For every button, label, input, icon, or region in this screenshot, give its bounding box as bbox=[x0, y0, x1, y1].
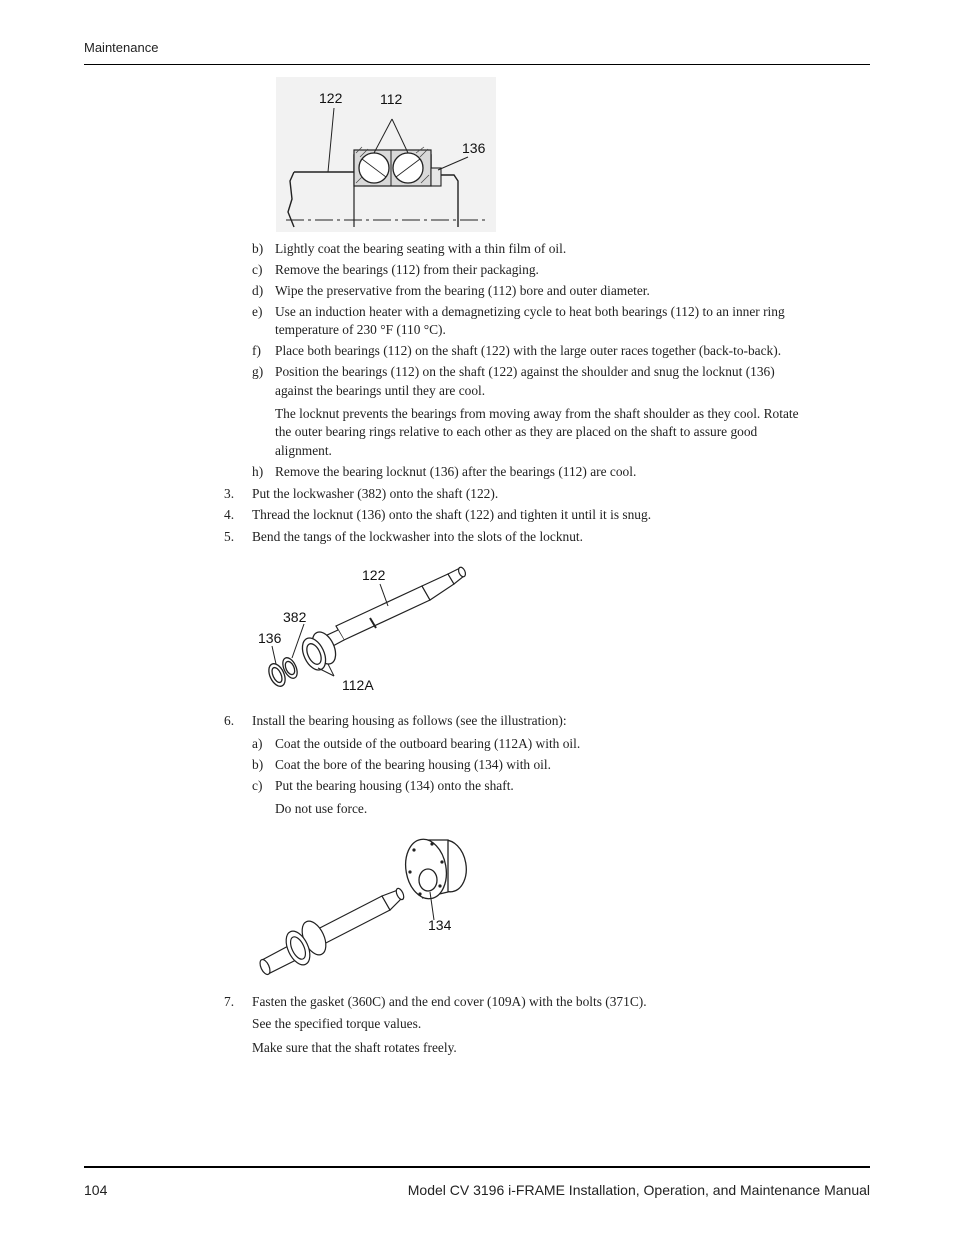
step-text: Coat the bore of the bearing housing (134) with oil. bbox=[275, 757, 551, 772]
callout-locknut-136: 136 bbox=[258, 630, 282, 646]
note-text: See the specified torque values. bbox=[252, 1016, 422, 1031]
callout-shaft-122: 122 bbox=[362, 567, 386, 583]
note-text: Do not use force. bbox=[275, 801, 368, 816]
step-text: Bend the tangs of the lockwasher into the slots of the locknut. bbox=[252, 529, 583, 544]
step-number: 6. bbox=[224, 713, 235, 728]
housing-assembly-figure bbox=[252, 832, 472, 980]
step-number: 3. bbox=[224, 486, 235, 501]
header-section-label: Maintenance bbox=[84, 40, 159, 55]
step-text: Use an induction heater with a demagnetizing cycle to heat both bearings (112) to an inner ring bbox=[275, 304, 785, 319]
note-text: Make sure that the shaft rotates freely. bbox=[252, 1040, 457, 1055]
step-text: Remove the bearings (112) from their packaging. bbox=[275, 262, 539, 277]
step-text: Wipe the preservative from the bearing (112) bore and outer diameter. bbox=[275, 283, 650, 298]
step-number: 4. bbox=[224, 507, 235, 522]
callout-shaft-122: 122 bbox=[319, 90, 343, 106]
step-marker: b) bbox=[252, 241, 264, 256]
step-marker: f) bbox=[252, 343, 261, 358]
step-text: Fasten the gasket (360C) and the end cover (109A) with the bolts (371C). bbox=[252, 994, 647, 1009]
step-text: Place both bearings (112) on the shaft (122) with the large outer races together (back-to-back). bbox=[275, 343, 782, 358]
step-marker: d) bbox=[252, 283, 264, 298]
callout-lockwasher-382: 382 bbox=[283, 609, 307, 625]
step-text: Install the bearing housing as follows (see the illustration): bbox=[252, 713, 567, 728]
step-marker: c) bbox=[252, 262, 263, 277]
page-number: 104 bbox=[84, 1182, 108, 1198]
step-text: Put the bearing housing (134) onto the shaft. bbox=[275, 778, 514, 793]
step-marker: c) bbox=[252, 778, 263, 793]
callout-bearings-112: 112 bbox=[380, 91, 403, 107]
step-marker: g) bbox=[252, 364, 264, 379]
note-text: alignment. bbox=[275, 443, 332, 458]
step-marker: a) bbox=[252, 736, 263, 751]
note-text: the outer bearing rings relative to each other as they are placed on the shaft to assure good bbox=[275, 424, 758, 439]
bearing-section-figure bbox=[276, 77, 496, 232]
shaft-assembly-figure bbox=[252, 560, 472, 700]
step-number: 5. bbox=[224, 529, 235, 544]
step-text: temperature of 230 °F (110 °C). bbox=[275, 322, 446, 337]
step-marker: e) bbox=[252, 304, 263, 319]
step-number: 7. bbox=[224, 994, 235, 1009]
step-text: Thread the locknut (136) onto the shaft (122) and tighten it until it is snug. bbox=[252, 507, 652, 522]
step-marker: h) bbox=[252, 464, 264, 479]
step-text: Lightly coat the bearing seating with a thin film of oil. bbox=[275, 241, 567, 256]
callout-bearing-112a: 112A bbox=[342, 677, 374, 693]
header-divider bbox=[84, 64, 870, 65]
step-text: Coat the outside of the outboard bearing (112A) with oil. bbox=[275, 736, 581, 751]
step-marker: b) bbox=[252, 757, 264, 772]
step-text: Put the lockwasher (382) onto the shaft (122). bbox=[252, 486, 499, 501]
manual-title: Model CV 3196 i-FRAME Installation, Operation, and Maintenance Manual bbox=[407, 1182, 870, 1198]
callout-locknut-136: 136 bbox=[462, 140, 486, 156]
callout-housing-134: 134 bbox=[428, 917, 452, 933]
step-text: Position the bearings (112) on the shaft (122) against the shoulder and snug the locknut (136) bbox=[275, 364, 775, 379]
footer-divider bbox=[84, 1166, 870, 1168]
note-text: The locknut prevents the bearings from moving away from the shaft shoulder as they cool. Rotate bbox=[275, 406, 799, 421]
step-text: against the bearings until they are cool. bbox=[275, 383, 486, 398]
step-text: Remove the bearing locknut (136) after the bearings (112) are cool. bbox=[275, 464, 637, 479]
